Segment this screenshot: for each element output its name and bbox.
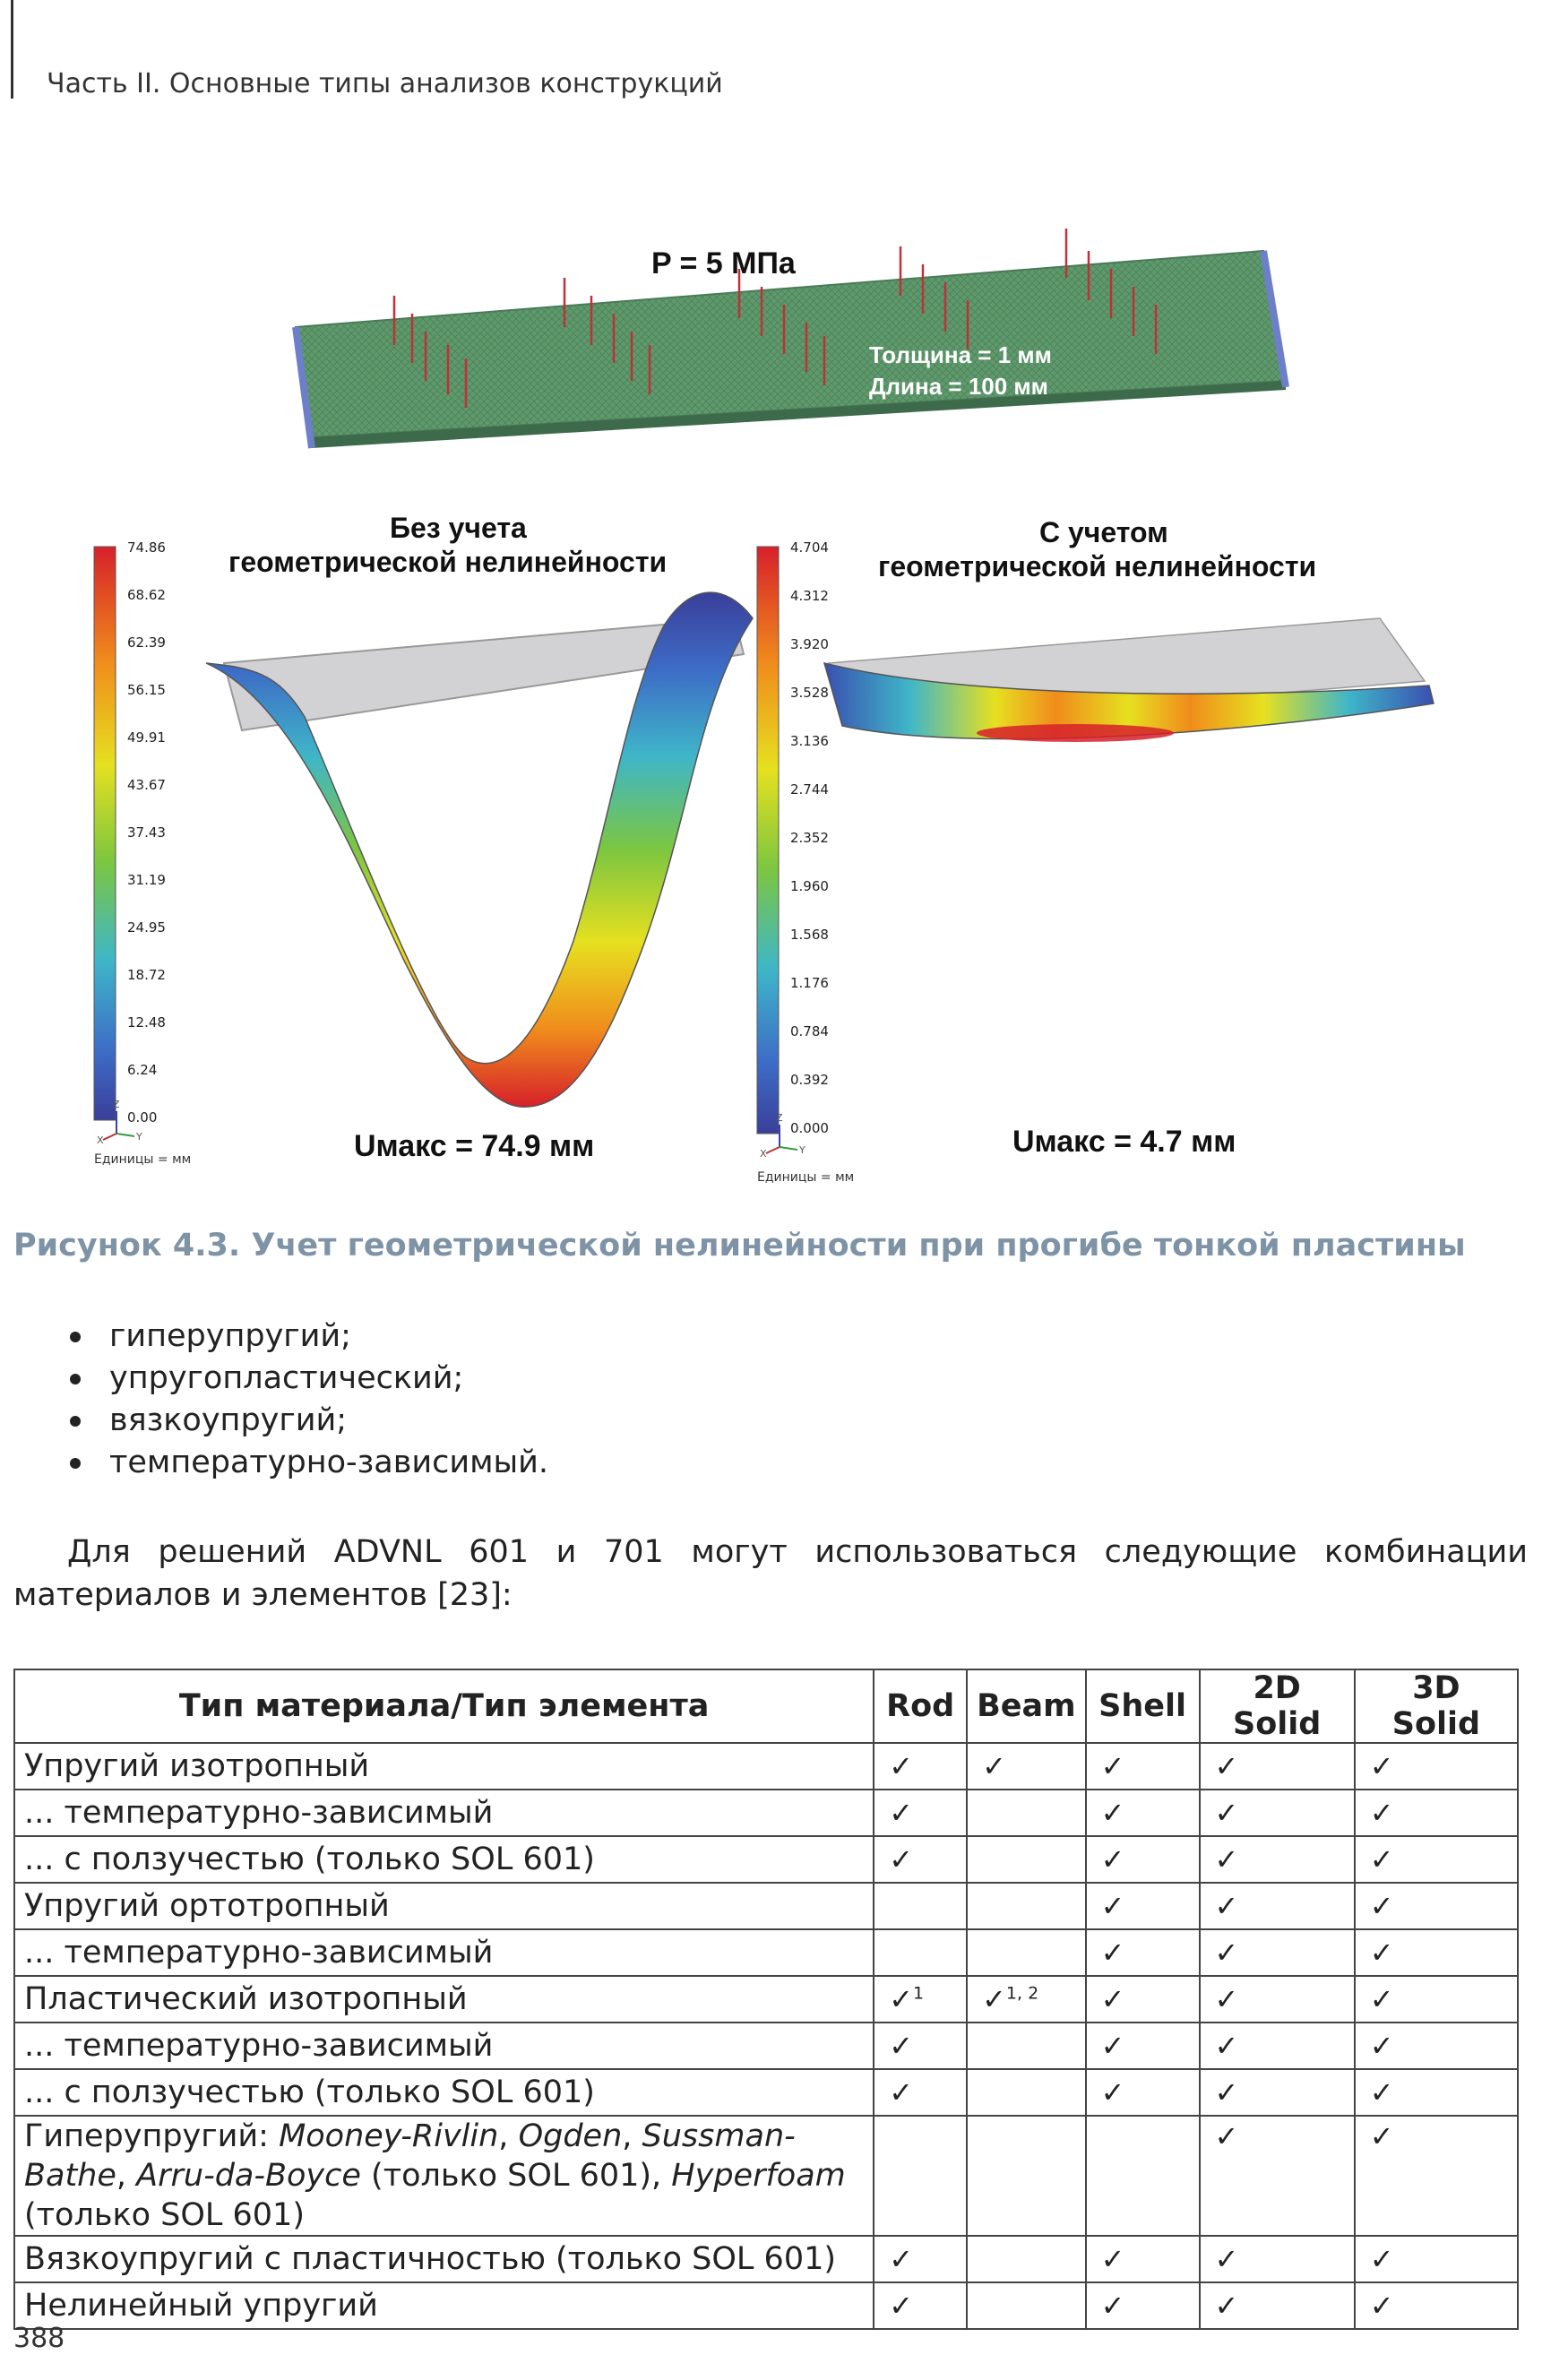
- column-header: 2D Solid: [1200, 1669, 1355, 1743]
- check-cell: [967, 2282, 1086, 2329]
- right-title-line2: геометрической нелинейности: [878, 550, 1317, 582]
- check-cell: [1086, 1743, 1200, 1790]
- text-fragment: (только SOL 601),: [360, 2158, 672, 2194]
- loaded-plate: [296, 229, 1286, 448]
- check-cell: [874, 1790, 967, 1836]
- right-panel: [757, 516, 1434, 1185]
- check-mark: ✓: [1100, 1936, 1125, 1970]
- axis-y-label: Y: [799, 1144, 806, 1156]
- check-cell: [1355, 1790, 1518, 1836]
- right-scale-label: 4.312: [790, 588, 829, 604]
- footnote-mark: 1: [913, 1983, 925, 2004]
- check-cell: [967, 2116, 1086, 2236]
- check-cell: [874, 2069, 967, 2116]
- right-result-label: Uмакс = 4.7 мм: [1012, 1125, 1236, 1159]
- check-cell: [1355, 2116, 1518, 2236]
- check-cell: [967, 2236, 1086, 2282]
- left-scale-label: 12.48: [127, 1014, 166, 1031]
- check-mark: ✓: [1214, 1842, 1239, 1876]
- check-cell: [1200, 1976, 1355, 2023]
- check-cell: [1086, 1883, 1200, 1929]
- model-name: Hyperfoam: [671, 2158, 846, 2194]
- check-cell: [874, 1929, 967, 1976]
- list-item: упругопластический;: [63, 1358, 548, 1400]
- column-header: 3D Solid: [1355, 1669, 1518, 1743]
- text-fragment: Гиперупругий:: [24, 2118, 280, 2154]
- check-cell: [1200, 1790, 1355, 1836]
- check-cell: [1200, 1929, 1355, 1976]
- check-mark: ✓: [1214, 2242, 1239, 2276]
- check-mark: ✓: [889, 2029, 914, 2063]
- check-cell: [1355, 2236, 1518, 2282]
- right-scale-label: 1.176: [790, 975, 829, 991]
- column-header: Тип материала/Тип элемента: [14, 1669, 874, 1743]
- check-cell: [1200, 2069, 1355, 2116]
- material-type-cell: ... с ползучестью (только SOL 601): [14, 1836, 874, 1883]
- axis-y-label: Y: [136, 1131, 142, 1143]
- check-cell: [1086, 1929, 1200, 1976]
- column-header: Shell: [1086, 1669, 1200, 1743]
- model-name: Ogden: [518, 2118, 623, 2154]
- check-cell: [967, 1790, 1086, 1836]
- check-cell: [967, 1883, 1086, 1929]
- check-mark: ✓: [1369, 2029, 1394, 2063]
- table-row: [14, 2282, 1518, 2329]
- check-cell: [1355, 1883, 1518, 1929]
- check-mark: ✓: [889, 2289, 914, 2323]
- footnote-mark: 1, 2: [1005, 1983, 1039, 2004]
- check-cell: [1086, 2116, 1200, 2236]
- material-type-cell: ... температурно-зависимый: [14, 1790, 874, 1836]
- material-type-cell: Пластический изотропный: [14, 1976, 874, 2023]
- check-cell: [967, 2069, 1086, 2116]
- text-fragment: ,: [498, 2118, 519, 2154]
- check-cell: [1200, 2023, 1355, 2069]
- right-title-line1: С учетом: [1039, 516, 1168, 548]
- check-mark: ✓: [1100, 1889, 1125, 1923]
- check-mark: ✓: [1214, 2029, 1239, 2063]
- left-result-label: Uмакс = 74.9 мм: [354, 1129, 595, 1163]
- check-mark: ✓: [1369, 2242, 1394, 2276]
- left-scale-label: 31.19: [127, 872, 166, 888]
- check-cell: [1086, 2069, 1200, 2116]
- text-fragment: (только SOL 601): [24, 2197, 305, 2233]
- right-scale-label: 4.704: [790, 539, 829, 556]
- check-cell: [967, 1743, 1086, 1790]
- check-cell: [1355, 2069, 1518, 2116]
- material-type-cell: Упругий ортотропный: [14, 1883, 874, 1929]
- check-cell: [1355, 1743, 1518, 1790]
- figure-plate-deflection: [72, 197, 1469, 1201]
- left-scale-label: 24.95: [127, 919, 166, 936]
- check-mark: ✓: [1214, 2075, 1239, 2109]
- check-cell: [1200, 2236, 1355, 2282]
- list-item: гиперупругий;: [63, 1315, 548, 1358]
- figure-caption: Рисунок 4.3. Учет геометрической нелинейности при прогибе тонкой пластины: [13, 1228, 1466, 1264]
- length-label: Длина = 100 мм: [869, 373, 1048, 400]
- axis-x-label: X: [760, 1148, 767, 1160]
- check-mark: ✓: [1369, 1796, 1394, 1830]
- check-cell: [1355, 1929, 1518, 1976]
- check-mark: ✓: [982, 1749, 1006, 1783]
- check-cell: [1355, 2282, 1518, 2329]
- table-row: [14, 2023, 1518, 2069]
- check-mark: ✓: [889, 1796, 914, 1830]
- left-scale-label: 37.43: [127, 824, 166, 841]
- check-mark: ✓: [1100, 2242, 1125, 2276]
- check-mark: ✓: [1369, 2289, 1394, 2323]
- check-mark: ✓: [1214, 2289, 1239, 2323]
- check-mark: ✓: [1214, 2119, 1239, 2153]
- check-cell: [1200, 2116, 1355, 2236]
- left-scale-label: 0.00: [127, 1109, 158, 1126]
- check-cell: [874, 2023, 967, 2069]
- running-head: Часть II. Основные типы анализов конструкций: [47, 68, 723, 99]
- check-mark: ✓: [1369, 1982, 1394, 2016]
- left-scale-label: 62.39: [127, 634, 166, 651]
- left-scale-label: 68.62: [127, 587, 166, 603]
- text-fragment: ,: [622, 2118, 642, 2154]
- right-scale-label: 3.920: [790, 636, 829, 652]
- left-scale-label: 43.67: [127, 777, 166, 793]
- thickness-label: Толщина = 1 мм: [869, 341, 1052, 368]
- left-title-line1: Без учета: [390, 512, 527, 544]
- right-color-scale: [757, 547, 779, 1134]
- table-row: [14, 2069, 1518, 2116]
- check-mark: ✓: [1214, 1796, 1239, 1830]
- check-cell: [1086, 2023, 1200, 2069]
- right-scale-label: 1.568: [790, 927, 829, 943]
- check-cell: [1355, 2023, 1518, 2069]
- check-mark: ✓: [1100, 1749, 1125, 1783]
- table-row: [14, 1836, 1518, 1883]
- check-mark: ✓: [1100, 2075, 1125, 2109]
- material-element-table: [13, 1669, 1519, 2330]
- left-scale-label: 49.91: [127, 729, 166, 746]
- left-units-label: Единицы = мм: [94, 1152, 192, 1167]
- left-scale-label: 74.86: [127, 539, 166, 556]
- check-cell: [1086, 1976, 1200, 2023]
- check-mark: ✓: [1100, 1796, 1125, 1830]
- left-scale-label: 56.15: [127, 682, 166, 698]
- check-mark: ✓: [982, 1982, 1006, 2016]
- check-mark: ✓: [1369, 1749, 1394, 1783]
- right-scale-label: 0.392: [790, 1072, 829, 1088]
- check-cell: [967, 2023, 1086, 2069]
- list-item: вязкоупругий;: [63, 1400, 548, 1442]
- material-type-cell: Вязкоупругий с пластичностью (только SOL 601): [14, 2236, 874, 2282]
- model-name: Mooney-Rivlin: [279, 2118, 499, 2154]
- check-mark: ✓: [1100, 1842, 1125, 1876]
- right-scale-label: 0.000: [790, 1120, 829, 1136]
- check-mark: ✓: [1214, 1889, 1239, 1923]
- table-row: [14, 1929, 1518, 1976]
- right-scale-label: 1.960: [790, 878, 829, 894]
- check-mark: ✓: [889, 2242, 914, 2276]
- right-units-label: Единицы = мм: [757, 1170, 855, 1185]
- check-mark: ✓: [1100, 1982, 1125, 2016]
- table-row: [14, 1976, 1518, 2023]
- axis-z-label: Z: [113, 1099, 120, 1110]
- check-mark: ✓: [889, 1982, 914, 2016]
- check-cell: [1355, 1976, 1518, 2023]
- check-cell: [1086, 2236, 1200, 2282]
- right-scale-label: 2.744: [790, 781, 829, 798]
- check-mark: ✓: [1214, 1936, 1239, 1970]
- check-cell: [874, 1836, 967, 1883]
- material-type-cell: [14, 2116, 874, 2236]
- check-cell: [1086, 2282, 1200, 2329]
- model-name: Sussman-Bathe: [24, 2118, 796, 2194]
- check-cell: [1086, 1836, 1200, 1883]
- material-type-cell: Нелинейный упругий: [14, 2282, 874, 2329]
- check-mark: ✓: [1100, 2029, 1125, 2063]
- table-row: [14, 1743, 1518, 1790]
- check-cell: [1086, 1790, 1200, 1836]
- check-mark: ✓: [1214, 1749, 1239, 1783]
- check-cell: [874, 2116, 967, 2236]
- load-label: P = 5 МПа: [651, 246, 796, 280]
- check-mark: ✓: [1369, 1889, 1394, 1923]
- axis-z-label: Z: [776, 1112, 783, 1124]
- right-scale-label: 2.352: [790, 830, 829, 846]
- check-mark: ✓: [1369, 1936, 1394, 1970]
- column-header: Rod: [874, 1669, 967, 1743]
- check-cell: [874, 1743, 967, 1790]
- check-cell: [967, 1836, 1086, 1883]
- check-cell: [967, 1929, 1086, 1976]
- check-mark: ✓: [1100, 2289, 1125, 2323]
- check-cell: [874, 1976, 967, 2023]
- table-header-row: [14, 1669, 1518, 1743]
- check-mark: ✓: [1369, 2075, 1394, 2109]
- check-cell: [967, 1976, 1086, 2023]
- check-mark: ✓: [889, 1749, 914, 1783]
- table-row: [14, 1790, 1518, 1836]
- table-row: [14, 1883, 1518, 1929]
- material-type-cell: Упругий изотропный: [14, 1743, 874, 1790]
- left-scale-label: 18.72: [127, 967, 166, 983]
- body-paragraph: Для решений ADVNL 601 и 701 могут использоваться следующие комбинации материалов и элементов [23]:: [13, 1534, 1528, 1613]
- check-mark: ✓: [1369, 1842, 1394, 1876]
- material-type-cell: ... с ползучестью (только SOL 601): [14, 2069, 874, 2116]
- table-row: [14, 2116, 1518, 2236]
- left-panel: [94, 512, 753, 1167]
- list-item: температурно-зависимый.: [63, 1442, 548, 1484]
- check-cell: [874, 1883, 967, 1929]
- left-title-line2: геометрической нелинейности: [228, 546, 668, 578]
- material-model-list: [63, 1315, 548, 1484]
- margin-rule: [11, 0, 13, 99]
- check-cell: [1200, 1883, 1355, 1929]
- material-type-cell: ... температурно-зависимый: [14, 2023, 874, 2069]
- check-mark: ✓: [889, 2075, 914, 2109]
- check-cell: [1200, 2282, 1355, 2329]
- check-cell: [1200, 1836, 1355, 1883]
- page-number: 388: [13, 2323, 65, 2354]
- check-cell: [874, 2236, 967, 2282]
- left-color-scale: [94, 547, 116, 1120]
- check-cell: [1355, 1836, 1518, 1883]
- material-type-cell: ... температурно-зависимый: [14, 1929, 874, 1976]
- right-scale-label: 0.784: [790, 1023, 829, 1039]
- check-cell: [874, 2282, 967, 2329]
- right-scale-label: 3.528: [790, 685, 829, 701]
- text-fragment: ,: [116, 2158, 137, 2194]
- check-mark: ✓: [889, 1842, 914, 1876]
- column-header: Beam: [967, 1669, 1086, 1743]
- table-row: [14, 2236, 1518, 2282]
- check-cell: [1200, 1743, 1355, 1790]
- left-scale-label: 6.24: [127, 1062, 158, 1078]
- right-scale-label: 3.136: [790, 733, 829, 749]
- axis-x-label: X: [97, 1134, 104, 1146]
- model-name: Arru-da-Boyce: [136, 2158, 361, 2194]
- check-mark: ✓: [1369, 2119, 1394, 2153]
- check-mark: ✓: [1214, 1982, 1239, 2016]
